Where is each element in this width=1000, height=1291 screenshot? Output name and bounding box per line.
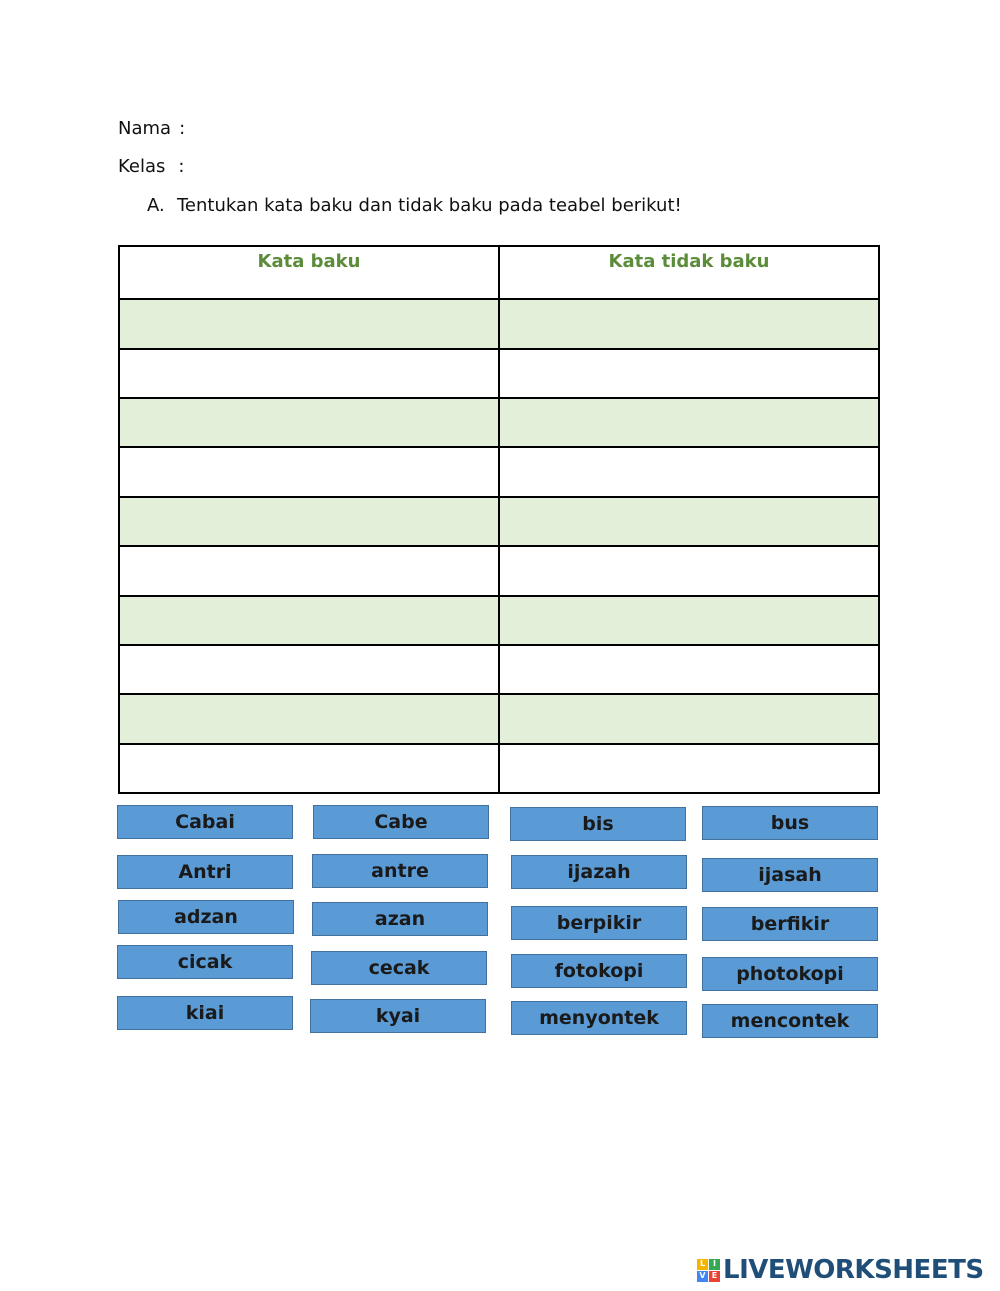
liveworksheets-logo [697, 1255, 984, 1285]
drop-cell-tidak-baku[interactable] [499, 447, 879, 496]
answer-table [118, 245, 880, 794]
word-chip-cicak[interactable]: cicak [117, 945, 293, 979]
word-chip-bus[interactable]: bus [702, 806, 878, 840]
word-chip-azan[interactable]: azan [312, 902, 488, 936]
word-chip-cabe[interactable]: Cabe [313, 805, 489, 839]
word-chip-cecak[interactable]: cecak [311, 951, 487, 985]
col-header-kata-baku: Kata baku [119, 246, 499, 299]
drop-cell-baku[interactable] [119, 596, 499, 645]
word-chip-berpikir[interactable]: berpikir [511, 906, 687, 940]
drop-cell-tidak-baku[interactable] [499, 645, 879, 694]
word-chip-fotokopi[interactable]: fotokopi [511, 954, 687, 988]
drop-cell-baku[interactable] [119, 398, 499, 447]
word-chip-mencontek[interactable]: mencontek [702, 1004, 878, 1038]
word-chip-bis[interactable]: bis [510, 807, 686, 841]
word-chip-berfikir[interactable]: berfikir [702, 907, 878, 941]
drop-cell-baku[interactable] [119, 546, 499, 595]
instruction-text: Tentukan kata baku dan tidak baku pada teabel berikut! [177, 195, 682, 216]
drop-cell-tidak-baku[interactable] [499, 596, 879, 645]
drop-cell-baku[interactable] [119, 744, 499, 793]
word-chip-antre[interactable]: antre [312, 854, 488, 888]
drop-cell-tidak-baku[interactable] [499, 546, 879, 595]
word-chip-ijazah[interactable]: ijazah [511, 855, 687, 889]
word-chip-kiai[interactable]: kiai [117, 996, 293, 1030]
drop-cell-baku[interactable] [119, 299, 499, 348]
logo-mark-icon: L I V E [697, 1259, 720, 1282]
drop-cell-tidak-baku[interactable] [499, 349, 879, 398]
drop-cell-tidak-baku[interactable] [499, 744, 879, 793]
instruction-marker: A. [147, 195, 165, 216]
drop-cell-baku[interactable] [119, 645, 499, 694]
drop-cell-tidak-baku[interactable] [499, 398, 879, 447]
word-chip-antri[interactable]: Antri [117, 855, 293, 889]
word-chip-kyai[interactable]: kyai [310, 999, 486, 1033]
word-chip-menyontek[interactable]: menyontek [511, 1001, 687, 1035]
drop-cell-baku[interactable] [119, 694, 499, 743]
word-chip-cabai[interactable]: Cabai [117, 805, 293, 839]
col-header-kata-tidak-baku: Kata tidak baku [499, 246, 879, 299]
word-chip-photokopi[interactable]: photokopi [702, 957, 878, 991]
drop-cell-tidak-baku[interactable] [499, 497, 879, 546]
drop-cell-baku[interactable] [119, 497, 499, 546]
word-chip-ijasah[interactable]: ijasah [702, 858, 878, 892]
word-chip-adzan[interactable]: adzan [118, 900, 294, 934]
drop-cell-tidak-baku[interactable] [499, 299, 879, 348]
drop-cell-baku[interactable] [119, 447, 499, 496]
drop-cell-baku[interactable] [119, 349, 499, 398]
kelas-label: Kelas : [118, 156, 185, 177]
instruction [147, 195, 682, 216]
logo-text: LIVEWORKSHEETS [723, 1255, 984, 1285]
drop-cell-tidak-baku[interactable] [499, 694, 879, 743]
nama-label: Nama : [118, 118, 186, 139]
